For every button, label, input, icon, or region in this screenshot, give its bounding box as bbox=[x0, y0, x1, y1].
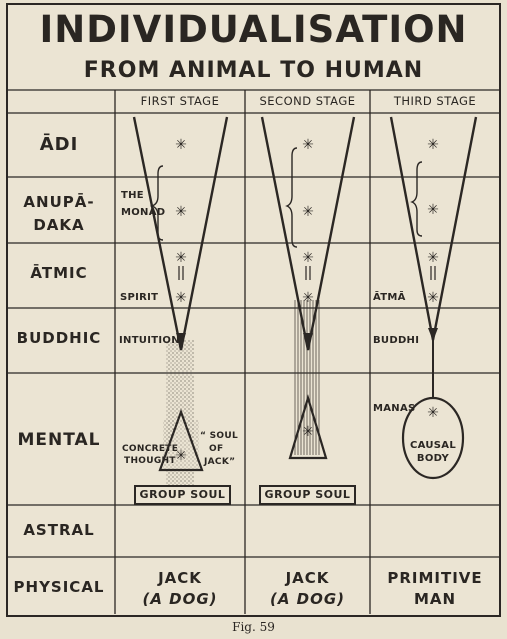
star-icon: ✳ bbox=[427, 405, 439, 421]
label-the: THE bbox=[121, 190, 144, 201]
star-icon: ✳ bbox=[302, 290, 314, 306]
label-manas: MANAS bbox=[373, 403, 416, 414]
label-body: BODY bbox=[416, 453, 450, 464]
row-label-adi: ĀDI bbox=[39, 134, 79, 155]
star-icon: ✳ bbox=[427, 290, 439, 306]
monad-braces bbox=[152, 148, 422, 247]
row-label-atmic: ĀTMIC bbox=[30, 264, 88, 282]
star-icon: ✳ bbox=[175, 448, 187, 464]
physical-stage3-line1: PRIMITIVE bbox=[387, 569, 483, 587]
group-soul-label-second: GROUP SOUL bbox=[264, 488, 351, 501]
label-causal: CAUSAL bbox=[410, 440, 457, 451]
star-icon: ✳ bbox=[427, 137, 439, 153]
physical-stage3-line2: MAN bbox=[413, 590, 457, 608]
star-icon: ✳ bbox=[302, 424, 314, 440]
row-label-physical: PHYSICAL bbox=[13, 578, 105, 596]
label-monad: MONAD bbox=[121, 207, 166, 218]
label-of: OF bbox=[209, 444, 224, 454]
physical-stage2-line2: (A DOG) bbox=[269, 590, 346, 608]
physical-stage2-line1: JACK bbox=[285, 569, 330, 587]
physical-stage1-line2: (A DOG) bbox=[142, 590, 218, 608]
star-icon: ✳ bbox=[427, 202, 439, 218]
row-label-anupadaka-1: ANUPĀ- bbox=[23, 193, 95, 211]
row-label-buddhic: BUDDHIC bbox=[16, 329, 102, 347]
star-icon: ✳ bbox=[175, 290, 187, 306]
star-icon: ✳ bbox=[302, 204, 314, 220]
star-icon: ✳ bbox=[175, 204, 187, 220]
star-icon: ✳ bbox=[427, 250, 439, 266]
second-stage-drawing bbox=[260, 117, 355, 504]
figure-caption: Fig. 59 bbox=[232, 620, 275, 634]
stage-header-second: SECOND STAGE bbox=[259, 94, 356, 108]
star-icon: ✳ bbox=[302, 250, 314, 266]
diagram-subtitle: FROM ANIMAL TO HUMAN bbox=[83, 58, 424, 83]
link-bars bbox=[179, 266, 435, 280]
star-icon: ✳ bbox=[302, 137, 314, 153]
label-atma: ĀTMĀ bbox=[373, 292, 406, 303]
group-soul-label-first: GROUP SOUL bbox=[139, 488, 226, 501]
stage-header-first: FIRST STAGE bbox=[140, 94, 220, 108]
label-buddhi: BUDDHI bbox=[373, 335, 420, 346]
label-spirit: SPIRIT bbox=[120, 292, 159, 303]
star-icon: ✳ bbox=[175, 250, 187, 266]
stage-header-third: THIRD STAGE bbox=[393, 94, 477, 108]
label-intuition: INTUITION bbox=[119, 335, 180, 346]
diagram-title: INDIVIDUALISATION bbox=[39, 8, 468, 51]
physical-stage1-line1: JACK bbox=[158, 569, 202, 587]
row-label-anupadaka-2: DAKA bbox=[33, 216, 85, 234]
row-label-astral: ASTRAL bbox=[23, 521, 95, 539]
star-icon: ✳ bbox=[175, 137, 187, 153]
label-jack: JACK” bbox=[204, 457, 236, 467]
label-thought: THOUGHT bbox=[124, 456, 176, 466]
label-concrete: CONCRETE bbox=[122, 444, 179, 454]
label-soul: “ SOUL bbox=[200, 431, 239, 441]
row-label-mental: MENTAL bbox=[17, 430, 101, 450]
